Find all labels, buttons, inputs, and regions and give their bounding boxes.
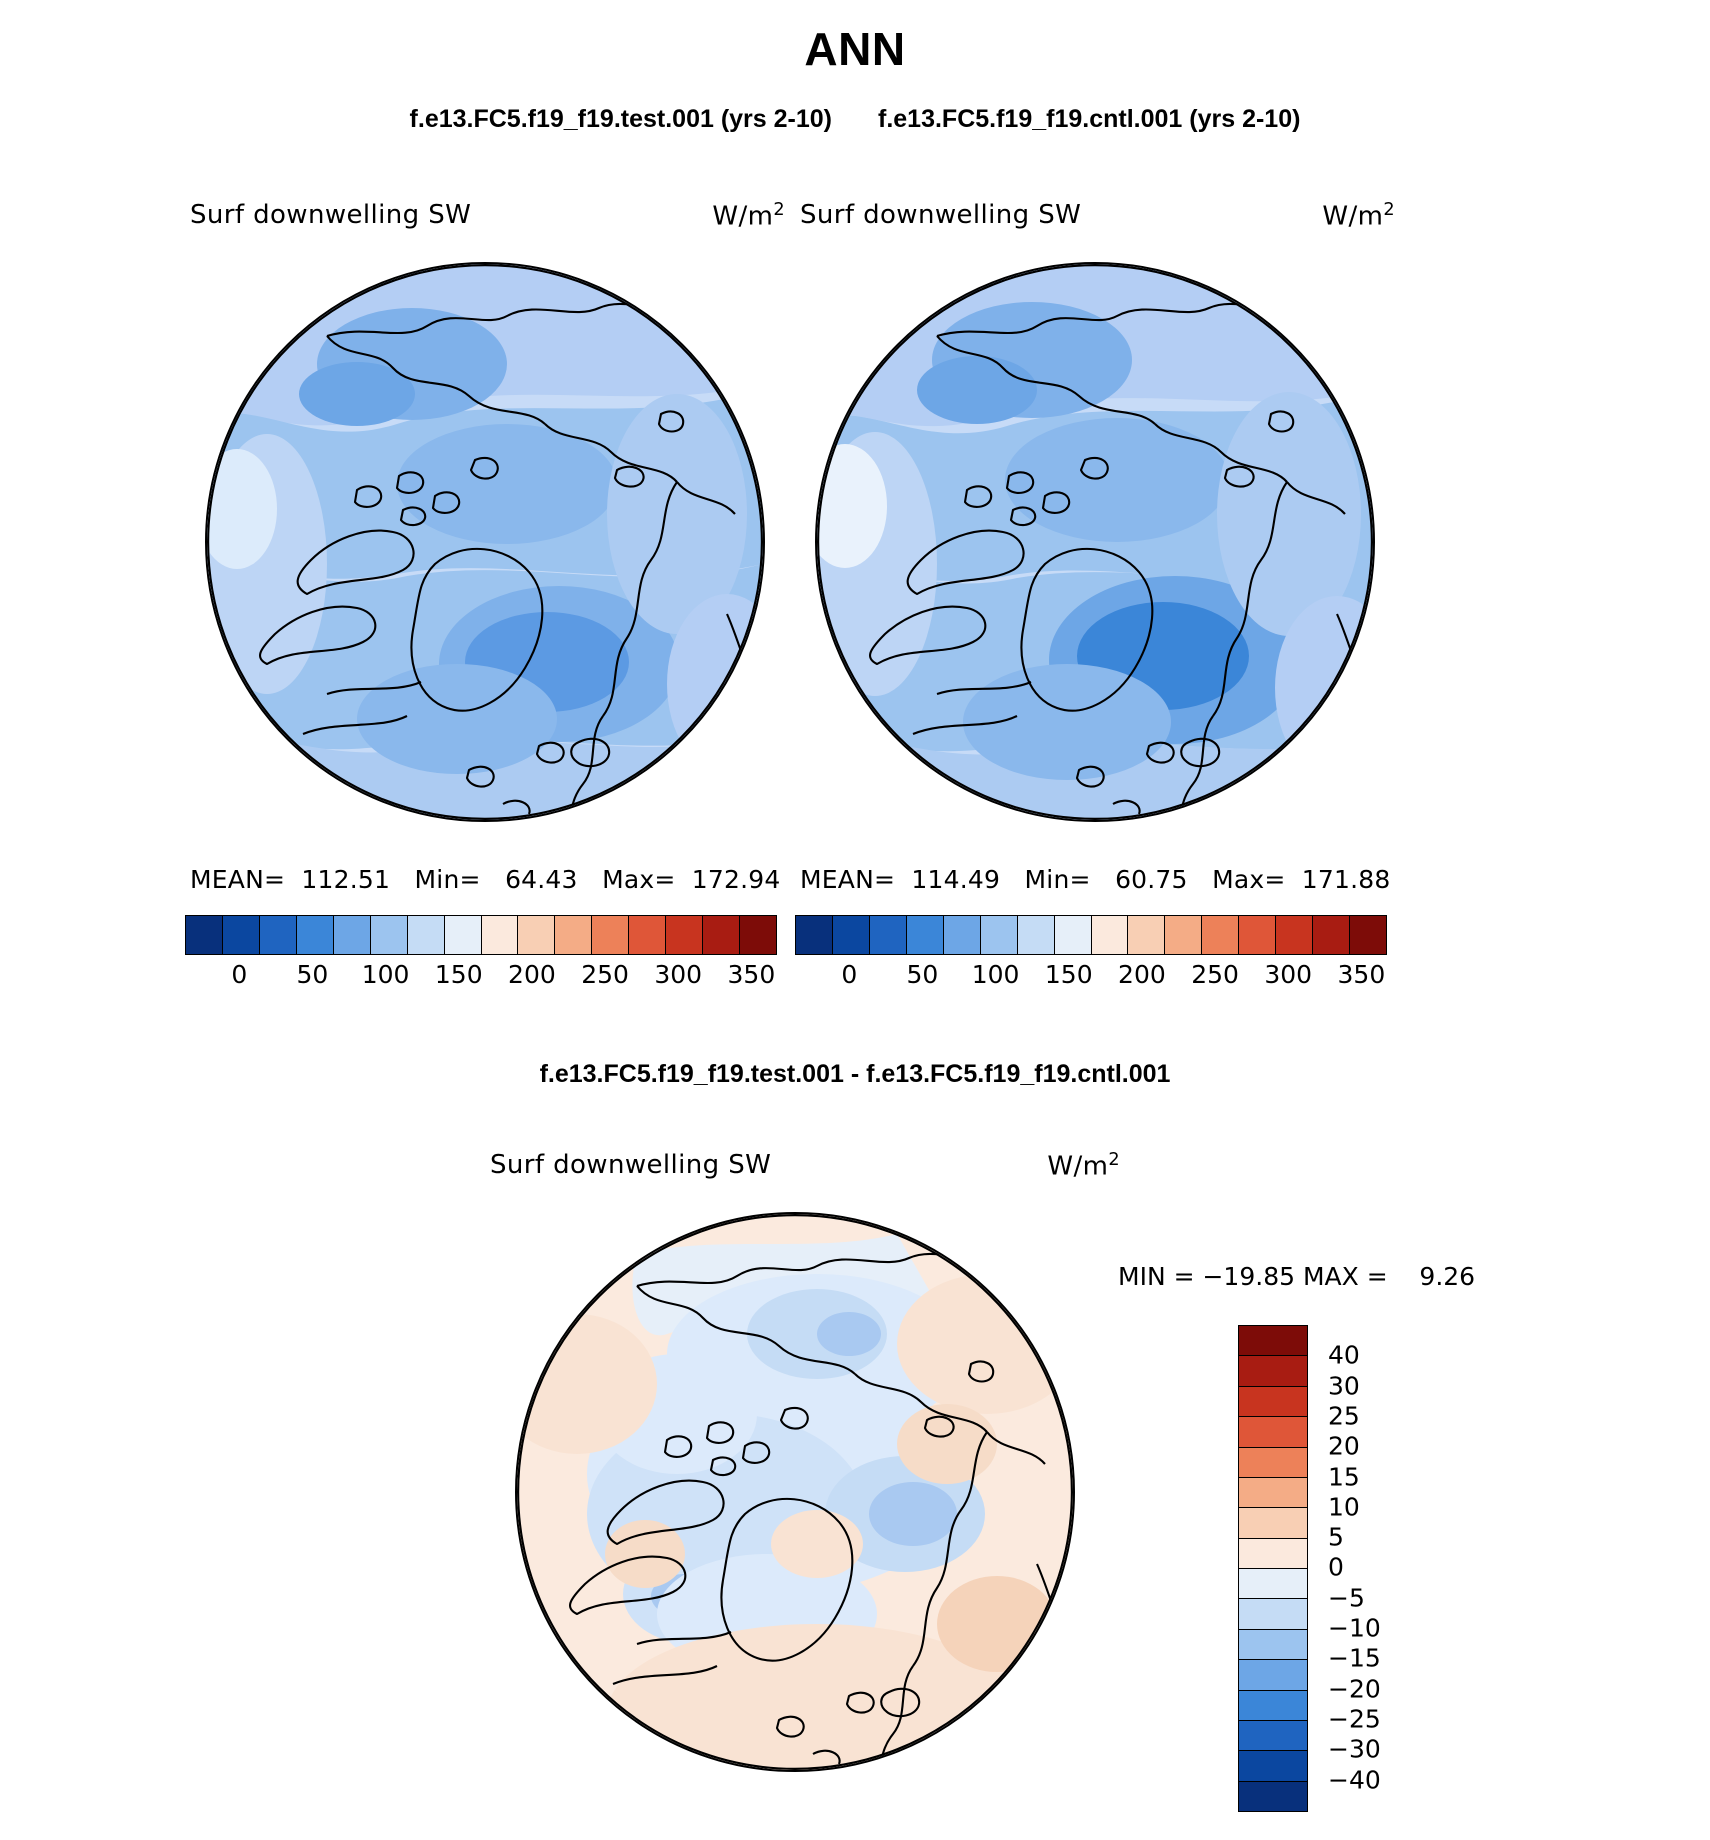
- cbar-test-tick-350: 350: [727, 960, 776, 989]
- cbar-test-tick-150: 150: [434, 960, 483, 989]
- panel-test-units: $W/m^2$: [712, 200, 785, 232]
- cbar-diff-tick-m30: −30: [1328, 1734, 1381, 1764]
- cbar-diff-tick-5: 5: [1328, 1522, 1344, 1552]
- panel-difference: [490, 1150, 1120, 1790]
- cbar-cntl-tick-100: 100: [971, 960, 1020, 989]
- cbar-test-tick-250: 250: [581, 960, 629, 989]
- cbar-cntl-tick-150: 150: [1044, 960, 1093, 989]
- colorbar-test: [185, 915, 777, 955]
- colorbar-difference-labels: [1328, 1325, 1448, 1810]
- case-title-row: [0, 105, 1710, 134]
- cbar-diff-tick-10: 10: [1328, 1492, 1360, 1522]
- panel-test: [190, 200, 785, 989]
- panel-cntl-units: $W/m^2$: [1322, 200, 1395, 232]
- panel-test-header: [190, 200, 785, 232]
- cbar-test-tick-50: 50: [296, 960, 329, 989]
- cbar-test-tick-100: 100: [361, 960, 410, 989]
- panel-cntl: [800, 200, 1395, 989]
- colorbar-cntl: [795, 915, 1387, 955]
- cbar-diff-tick-m5: −5: [1328, 1583, 1365, 1613]
- page-title: ANN: [804, 23, 906, 75]
- cbar-cntl-tick-50: 50: [906, 960, 939, 989]
- panel-test-variable: Surf downwelling SW: [190, 200, 472, 230]
- cbar-cntl-tick-250: 250: [1191, 960, 1239, 989]
- cbar-cntl-tick-0: 0: [841, 960, 858, 989]
- cbar-diff-tick-m20: −20: [1328, 1674, 1381, 1704]
- difference-title: f.e13.FC5.f19_f19.test.001 - f.e13.FC5.f19_f19.cntl.001: [539, 1060, 1171, 1088]
- cbar-diff-tick-m15: −15: [1328, 1643, 1381, 1673]
- cbar-diff-tick-m25: −25: [1328, 1704, 1381, 1734]
- cbar-test-tick-200: 200: [508, 960, 556, 989]
- cbar-diff-tick-40: 40: [1328, 1340, 1360, 1370]
- panel-cntl-variable: Surf downwelling SW: [800, 200, 1082, 230]
- difference-minmax: MIN = −19.85 MAX = 9.26: [1118, 1262, 1476, 1291]
- cbar-test-tick-300: 300: [654, 960, 703, 989]
- colorbar-difference: [1238, 1325, 1308, 1812]
- panel-difference-variable: Surf downwelling SW: [490, 1150, 772, 1180]
- map-difference: [515, 1212, 1075, 1772]
- cbar-cntl-tick-300: 300: [1264, 960, 1313, 989]
- panel-cntl-header: [800, 200, 1395, 232]
- map-cntl: [815, 262, 1375, 822]
- cbar-diff-tick-m40: −40: [1328, 1765, 1381, 1794]
- cbar-diff-tick-30: 30: [1328, 1371, 1360, 1401]
- panel-difference-header: [490, 1150, 1120, 1182]
- cbar-diff-tick-25: 25: [1328, 1401, 1360, 1431]
- cbar-cntl-tick-200: 200: [1118, 960, 1166, 989]
- panel-difference-units: $W/m^2$: [1047, 1150, 1120, 1182]
- map-test: [205, 262, 765, 822]
- cbar-diff-tick-m10: −10: [1328, 1613, 1381, 1643]
- case-title-cntl: f.e13.FC5.f19_f19.cntl.001 (yrs 2-10): [878, 105, 1301, 133]
- cbar-cntl-tick-350: 350: [1337, 960, 1386, 989]
- cbar-diff-tick-15: 15: [1328, 1462, 1360, 1491]
- case-title-test: f.e13.FC5.f19_f19.test.001 (yrs 2-10): [409, 105, 832, 133]
- colorbar-cntl-labels: [795, 960, 1385, 994]
- cbar-diff-tick-20: 20: [1328, 1431, 1360, 1461]
- colorbar-test-labels: [185, 960, 775, 994]
- panel-cntl-stats: MEAN= 114.49 Min= 60.75 Max= 171.88: [800, 865, 1391, 894]
- panel-test-stats: MEAN= 112.51 Min= 64.43 Max= 172.94: [190, 865, 781, 894]
- cbar-diff-tick-0: 0: [1328, 1552, 1344, 1582]
- cbar-test-tick-0: 0: [231, 960, 248, 989]
